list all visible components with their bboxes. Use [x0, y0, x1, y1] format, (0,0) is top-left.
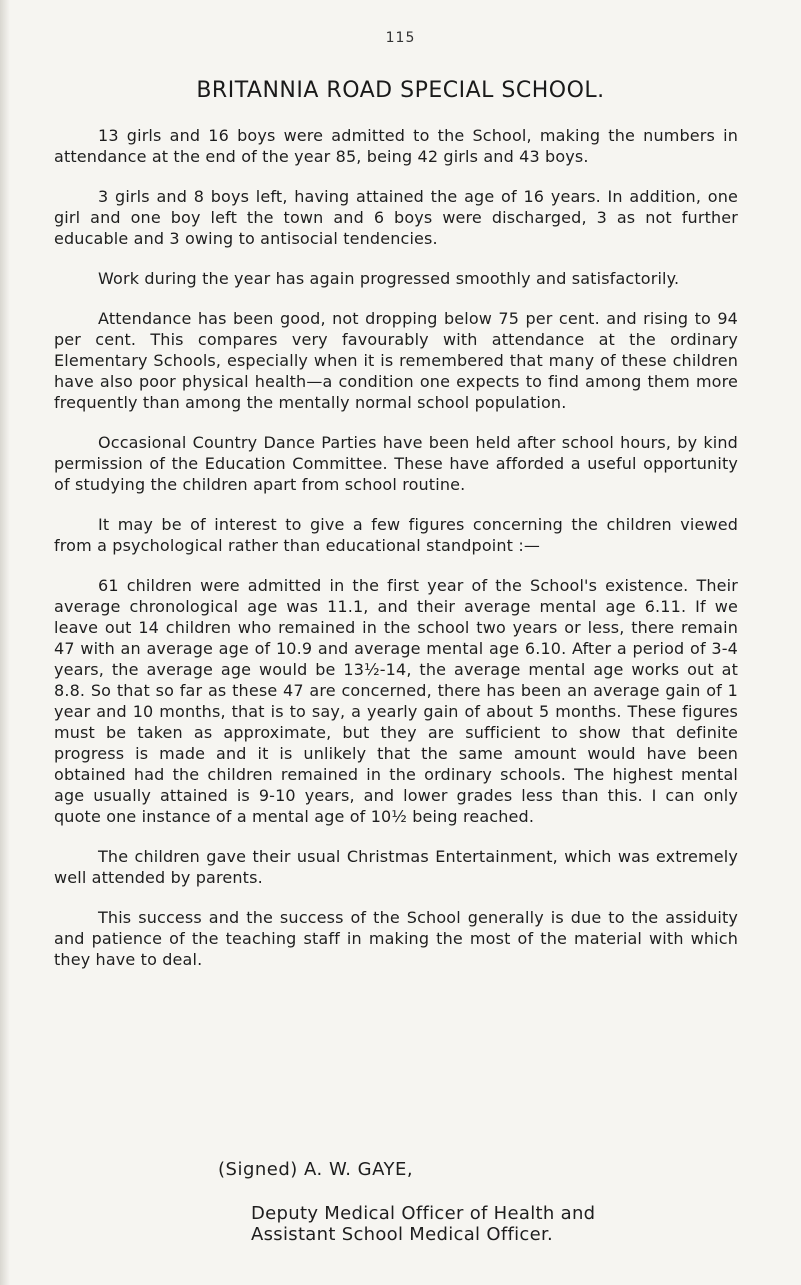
signatory-title-line-1: Deputy Medical Officer of Health and [251, 1203, 596, 1224]
paragraph-attendance: Attendance has been good, not dropping below 75 per cent. and rising to 94 per cent. This compares very favourably with attendance at the ordinary Elementary Schools, especially when it is remembered that many of these children have also poor physical health—a condition one expects to find among them more frequently than among the mentally normal school population. [54, 309, 738, 412]
page-edge-shadow [0, 0, 10, 1285]
signatory-title [251, 1203, 595, 1245]
paragraph-work-progress: Work during the year has again progressed smoothly and satisfactorily. [98, 269, 680, 288]
signatory-title-line-2: Assistant School Medical Officer. [251, 1224, 554, 1245]
paragraph-psychological-intro: It may be of interest to give a few figures concerning the children viewed from a psychological rather than educational standpoint :— [54, 515, 738, 555]
paragraph-christmas-entertainment: The children gave their usual Christmas Entertainment, which was extremely well attended by parents. [54, 847, 738, 887]
page-title: BRITANNIA ROAD SPECIAL SCHOOL. [196, 78, 605, 103]
signatory-name: (Signed) A. W. GAYE, [218, 1159, 414, 1180]
page-number: 115 [385, 30, 416, 46]
report-body [54, 125, 738, 989]
paragraph-staff-credit: This success and the success of the School generally is due to the assiduity and patience of the teaching staff in making the most of the material with which they have to deal. [54, 908, 738, 969]
paragraph-leavers: 3 girls and 8 boys left, having attained the age of 16 years. In addition, one girl and one boy left the town and 6 boys were discharged, 3 as not further educable and 3 owing to antisocial tendencies. [54, 187, 738, 248]
paragraph-admissions: 13 girls and 16 boys were admitted to the School, making the numbers in attendance at the end of the year 85, being 42 girls and 43 boys. [54, 126, 738, 166]
paragraph-dance-parties: Occasional Country Dance Parties have been held after school hours, by kind permission of the Education Committee. These have afforded a useful opportunity of studying the children apart from school routine. [54, 433, 738, 494]
paragraph-mental-age-figures: 61 children were admitted in the first year of the School's existence. Their average chronological age was 11.1, and their average mental age 6.11. If we leave out 14 children who remained in the school two years or less, there remain 47 with an average age of 10.9 and average mental age 6.10. After a period of 3-4 years, the average age would be 13½-14, the average mental age works out at 8.8. So that so far as these 47 are concerned, there has been an average gain of 1 year and 10 months, that is to say, a yearly gain of about 5 months. These figures must be taken as approximate, but they are sufficient to show that definite progress is made and it is unlikely that the same amount would have been obtained had the children remained in the ordinary schools. The highest mental age usually attained is 9-10 years, and lower grades less than this. I can only quote one instance of a mental age of 10½ being reached. [54, 576, 738, 826]
